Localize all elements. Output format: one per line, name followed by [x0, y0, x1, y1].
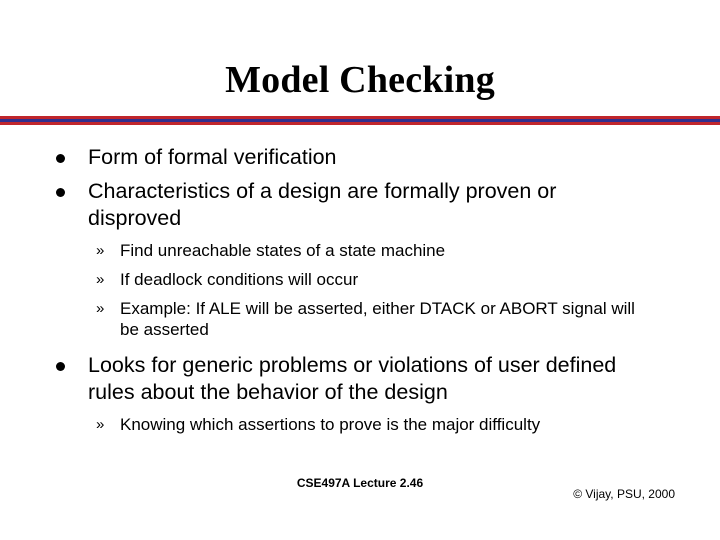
guillemet-icon: » [96, 242, 105, 259]
bullet-item [60, 352, 660, 406]
guillemet-icon: » [96, 300, 105, 317]
title-rule-red-bottom [0, 122, 720, 125]
bullet-text: Characteristics of a design are formally proven or disproved [88, 179, 557, 230]
footer-copyright: © Vijay, PSU, 2000 [573, 487, 675, 501]
sub-bullet-item [96, 298, 656, 340]
guillemet-icon: » [96, 416, 105, 433]
bullet-item [60, 178, 660, 232]
sub-bullet-text: Knowing which assertions to prove is the major difficulty [120, 415, 541, 434]
footer-lecture: CSE497A Lecture 2.46 [296, 476, 424, 490]
bullet-text: Looks for generic problems or violations of user defined rules about the behavior of the design [88, 353, 617, 404]
sub-bullet-item [96, 240, 656, 261]
bullet-dot-icon [56, 188, 65, 197]
bullet-item [60, 144, 660, 171]
sub-bullet-text: Example: If ALE will be asserted, either DTACK or ABORT signal will be asserted [120, 299, 635, 339]
sub-bullet-item [96, 269, 656, 290]
bullet-text: Form of formal verification [88, 145, 337, 169]
sub-bullet-text: Find unreachable states of a state machine [120, 241, 446, 260]
guillemet-icon: » [96, 271, 105, 288]
bullet-dot-icon [56, 154, 65, 163]
slide-title: Model Checking [225, 59, 495, 101]
bullet-dot-icon [56, 362, 65, 371]
sub-bullet-item [96, 414, 656, 435]
sub-bullet-text: If deadlock conditions will occur [120, 270, 359, 289]
